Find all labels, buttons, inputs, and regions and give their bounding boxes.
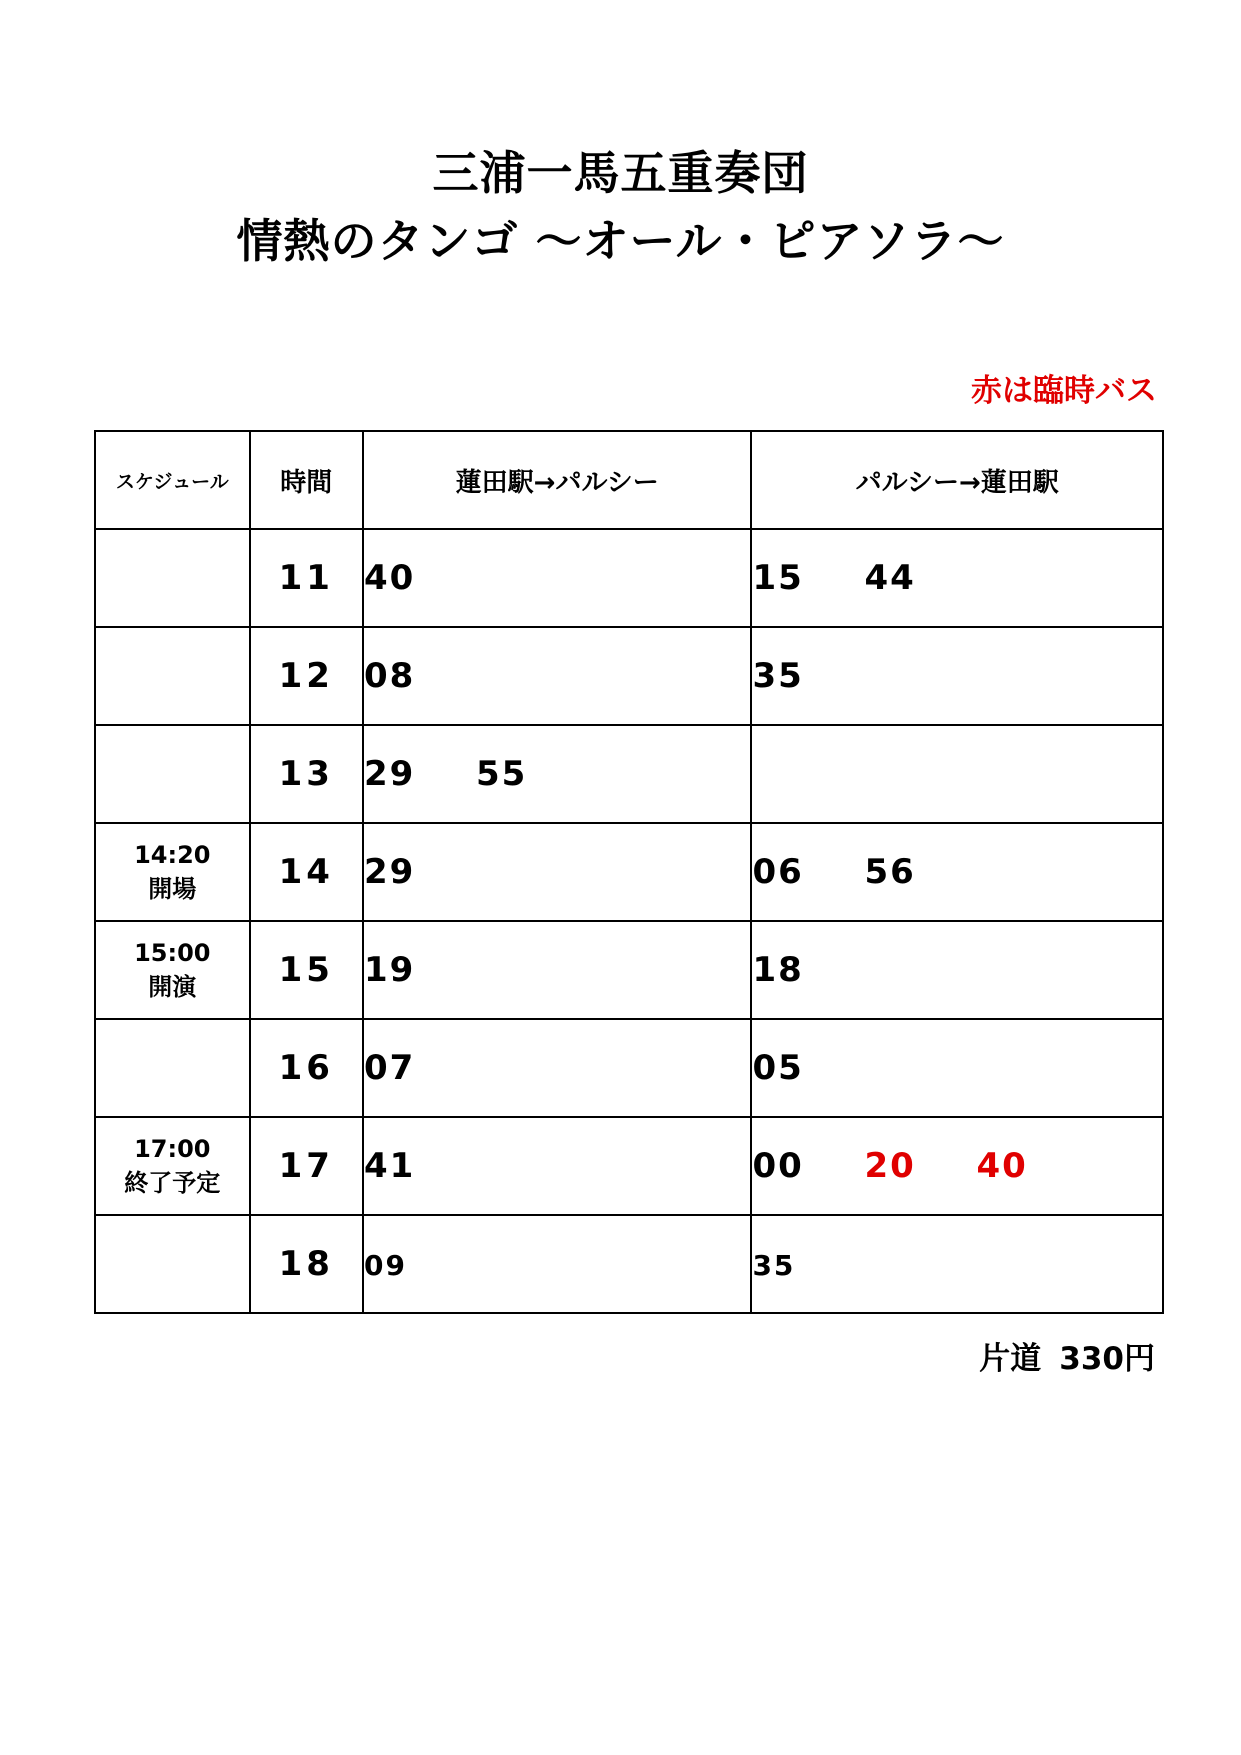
schedule-label: 終了予定 xyxy=(124,1169,221,1197)
departure-minute: 56 xyxy=(864,852,916,892)
outbound-minutes-cell xyxy=(363,627,751,725)
schedule-cell xyxy=(95,1019,250,1117)
departure-minute: 05 xyxy=(752,1048,804,1088)
table-row xyxy=(95,725,1163,823)
schedule-cell xyxy=(95,529,250,627)
departure-minute: 18 xyxy=(752,950,804,990)
departure-minute: 19 xyxy=(364,950,416,990)
hour-cell: 15 xyxy=(250,921,363,1019)
outbound-minutes-cell xyxy=(363,1117,751,1215)
return-minutes-cell xyxy=(751,725,1163,823)
return-minutes-cell xyxy=(751,1215,1163,1313)
bus-timetable xyxy=(94,430,1164,1314)
schedule-time: 15:00 xyxy=(134,939,211,967)
hour-cell: 18 xyxy=(250,1215,363,1313)
timetable-body xyxy=(95,529,1163,1313)
schedule-label: 開場 xyxy=(148,875,197,903)
departure-minute: 55 xyxy=(476,754,528,794)
return-minutes-cell xyxy=(751,1019,1163,1117)
departure-minute: 40 xyxy=(364,558,416,598)
fare-label: 片道 xyxy=(979,1341,1042,1377)
departure-minute: 08 xyxy=(364,656,416,696)
fare-info xyxy=(979,1341,1155,1377)
header-return: パルシー→蓮田駅 xyxy=(751,431,1163,529)
outbound-minutes-cell xyxy=(363,823,751,921)
header-schedule: スケジュール xyxy=(95,431,250,529)
outbound-minutes-cell xyxy=(363,921,751,1019)
departure-minute: 00 xyxy=(752,1146,804,1186)
table-row xyxy=(95,1215,1163,1313)
departure-minute: 07 xyxy=(364,1048,416,1088)
departure-minute: 29 xyxy=(364,754,416,794)
outbound-minutes-cell xyxy=(363,725,751,823)
hour-cell: 11 xyxy=(250,529,363,627)
table-row xyxy=(95,921,1163,1019)
schedule-cell xyxy=(95,921,250,1019)
return-minutes-cell xyxy=(751,529,1163,627)
table-row xyxy=(95,823,1163,921)
extra-departure-minute: 20 xyxy=(864,1146,916,1186)
schedule-cell xyxy=(95,1117,250,1215)
schedule-time: 14:20 xyxy=(134,841,211,869)
outbound-minutes-cell xyxy=(363,1019,751,1117)
schedule-cell xyxy=(95,627,250,725)
schedule-cell xyxy=(95,1215,250,1313)
return-minutes-cell xyxy=(751,823,1163,921)
header-outbound: 蓮田駅→パルシー xyxy=(363,431,751,529)
departure-minute: 15 xyxy=(752,558,804,598)
departure-minute: 44 xyxy=(864,558,916,598)
hour-cell: 13 xyxy=(250,725,363,823)
departure-minute: 41 xyxy=(364,1146,416,1186)
hour-cell: 12 xyxy=(250,627,363,725)
hour-cell: 16 xyxy=(250,1019,363,1117)
extra-departure-minute: 40 xyxy=(976,1146,1028,1186)
schedule-cell xyxy=(95,725,250,823)
return-minutes-cell xyxy=(751,627,1163,725)
hour-cell: 17 xyxy=(250,1117,363,1215)
title-line-1: 三浦一馬五重奏団 xyxy=(432,146,809,200)
outbound-minutes-cell xyxy=(363,1215,751,1313)
return-minutes-cell xyxy=(751,921,1163,1019)
fare-amount: 330円 xyxy=(1059,1341,1155,1377)
extra-bus-note: 赤は臨時バス xyxy=(971,373,1157,409)
table-row xyxy=(95,1117,1163,1215)
title-line-2: 情熱のタンゴ ～オール・ピアソラ～ xyxy=(236,214,1005,268)
table-row xyxy=(95,529,1163,627)
schedule-label: 開演 xyxy=(148,973,197,1001)
schedule-cell xyxy=(95,823,250,921)
outbound-minutes-cell xyxy=(363,529,751,627)
table-row xyxy=(95,627,1163,725)
departure-minute: 06 xyxy=(752,852,804,892)
return-minutes-cell xyxy=(751,1117,1163,1215)
departure-minute: 35 xyxy=(752,656,804,696)
table-row xyxy=(95,1019,1163,1117)
departure-minute: 29 xyxy=(364,852,416,892)
departure-minute: 09 xyxy=(364,1249,407,1282)
hour-cell: 14 xyxy=(250,823,363,921)
departure-minute: 35 xyxy=(752,1249,796,1282)
schedule-time: 17:00 xyxy=(134,1135,211,1163)
header-row xyxy=(95,431,1163,529)
header-hour: 時間 xyxy=(250,431,363,529)
